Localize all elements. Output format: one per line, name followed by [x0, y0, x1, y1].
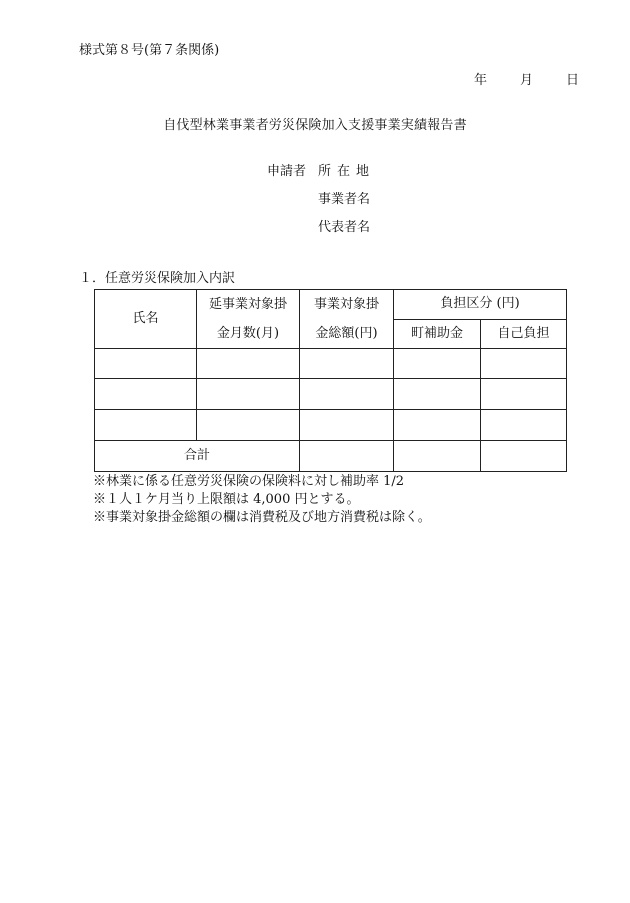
cell-name[interactable] — [95, 410, 197, 441]
header-total-line1: 事業対象掛 — [313, 297, 379, 312]
total-row — [95, 441, 567, 472]
insurance-table — [94, 289, 567, 472]
total-label: 合計 — [95, 441, 300, 472]
header-months-line1: 延事業対象掛 — [208, 297, 287, 312]
cell-total-amount[interactable] — [300, 410, 394, 441]
form-number: 様式第８号(第７条関係) — [79, 43, 220, 58]
cell-town-subsidy[interactable] — [394, 410, 481, 441]
cell-name[interactable] — [95, 349, 197, 379]
cell-self-pay[interactable] — [481, 379, 567, 410]
date-month-label: 月 — [520, 73, 534, 88]
header-town-subsidy: 町補助金 — [394, 319, 481, 349]
cell-months[interactable] — [197, 379, 300, 410]
cell-town-subsidy[interactable] — [394, 379, 481, 410]
cell-self-pay[interactable] — [481, 349, 567, 379]
cell-total-amount[interactable] — [300, 379, 394, 410]
notes — [93, 473, 431, 527]
applicant-label: 申請者 — [267, 164, 307, 179]
note-subsidy-rate: ※林業に係る任意労災保険の保険料に対し補助率 1/2 — [93, 474, 405, 489]
address-label: 所在地 — [318, 164, 376, 179]
header-burden-group: 負担区分 (円) — [394, 290, 567, 320]
representative-label: 代表者名 — [318, 220, 371, 235]
note-monthly-limit: ※１人１ケ月当り上限額は 4,000 円とする。 — [93, 492, 360, 507]
cell-self-pay-sum[interactable] — [481, 441, 567, 472]
cell-self-pay[interactable] — [481, 410, 567, 441]
header-name: 氏名 — [95, 290, 197, 349]
cell-total-amount[interactable] — [300, 349, 394, 379]
header-total-line2: 金総額(円) — [315, 326, 378, 341]
cell-total-amount-sum[interactable] — [300, 441, 394, 472]
cell-months[interactable] — [197, 410, 300, 441]
table-row — [95, 349, 567, 379]
header-self-pay: 自己負担 — [481, 319, 567, 349]
date-line — [474, 73, 579, 89]
document-title: 自伐型林業事業者労災保険加入支援事業実績報告書 — [163, 118, 467, 133]
date-year-label: 年 — [474, 73, 488, 88]
section-heading: １．任意労災保険加入内訳 — [79, 271, 236, 286]
cell-months[interactable] — [197, 349, 300, 379]
note-tax-exclusion: ※事業対象掛金総額の欄は消費税及び地方消費税は除く。 — [93, 510, 431, 525]
date-day-label: 日 — [566, 73, 580, 88]
cell-name[interactable] — [95, 379, 197, 410]
table-row — [95, 379, 567, 410]
header-months-line2: 金月数(月) — [216, 326, 280, 341]
table-row — [95, 410, 567, 441]
business-name-label: 事業者名 — [318, 192, 371, 207]
cell-town-subsidy-sum[interactable] — [394, 441, 481, 472]
cell-town-subsidy[interactable] — [394, 349, 481, 379]
header-total-amount — [300, 290, 394, 349]
header-months — [197, 290, 300, 349]
